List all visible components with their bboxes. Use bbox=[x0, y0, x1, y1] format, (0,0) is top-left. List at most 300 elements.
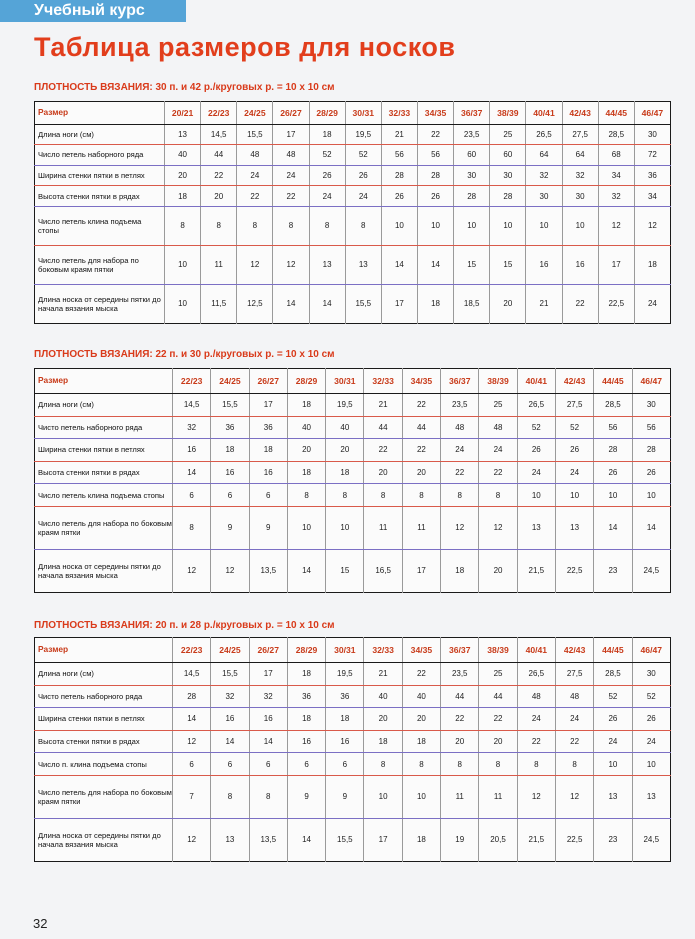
table-cell: 19 bbox=[441, 818, 479, 861]
table-cell: 27,5 bbox=[562, 124, 598, 145]
table-row bbox=[35, 124, 671, 145]
table-cell: 22 bbox=[364, 439, 402, 462]
table-cell: 22 bbox=[201, 165, 237, 186]
row-label: Высота стенки пятки в рядах bbox=[35, 186, 165, 207]
table-cell: 17 bbox=[381, 284, 417, 323]
table-cell: 11 bbox=[441, 776, 479, 819]
table-cell: 10 bbox=[632, 753, 670, 776]
table-row bbox=[35, 165, 671, 186]
size-header-label: Размер bbox=[35, 369, 173, 394]
table-cell: 28 bbox=[173, 685, 211, 708]
size-header-cell: 40/41 bbox=[517, 369, 555, 394]
table-1-density-label: ПЛОТНОСТЬ ВЯЗАНИЯ: 30 п. и 42 р./круговых р. = 10 х 10 см bbox=[34, 82, 335, 93]
table-cell: 20 bbox=[165, 165, 201, 186]
table-cell: 11 bbox=[402, 507, 440, 550]
table-cell: 10 bbox=[287, 507, 325, 550]
table-cell: 32 bbox=[526, 165, 562, 186]
table-cell: 26,5 bbox=[517, 662, 555, 685]
table-cell: 16 bbox=[287, 730, 325, 753]
table-cell: 8 bbox=[309, 206, 345, 245]
table-cell: 10 bbox=[490, 206, 526, 245]
table-cell: 14,5 bbox=[173, 393, 211, 416]
row-label: Высота стенки пятки в рядах bbox=[35, 730, 173, 753]
table-cell: 52 bbox=[594, 685, 632, 708]
table-cell: 32 bbox=[173, 416, 211, 439]
table-cell: 32 bbox=[562, 165, 598, 186]
table-cell: 18 bbox=[287, 461, 325, 484]
size-header-cell: 26/27 bbox=[249, 369, 287, 394]
table-cell: 18 bbox=[364, 730, 402, 753]
table-cell: 12 bbox=[211, 549, 249, 592]
table-cell: 34 bbox=[634, 186, 670, 207]
table-cell: 36 bbox=[287, 685, 325, 708]
table-cell: 13,5 bbox=[249, 818, 287, 861]
table-cell: 10 bbox=[562, 206, 598, 245]
table-cell: 14 bbox=[173, 708, 211, 731]
table-cell: 16 bbox=[562, 245, 598, 284]
table-cell: 52 bbox=[555, 416, 593, 439]
table-cell: 22 bbox=[555, 730, 593, 753]
table-cell: 19,5 bbox=[345, 124, 381, 145]
table-cell: 10 bbox=[364, 776, 402, 819]
table-cell: 22,5 bbox=[598, 284, 634, 323]
table-cell: 13 bbox=[555, 507, 593, 550]
table-cell: 6 bbox=[249, 484, 287, 507]
table-cell: 44 bbox=[364, 416, 402, 439]
table-cell: 56 bbox=[594, 416, 632, 439]
table-cell: 12 bbox=[598, 206, 634, 245]
table-cell: 26 bbox=[632, 708, 670, 731]
table-cell: 26 bbox=[345, 165, 381, 186]
table-cell: 32 bbox=[598, 186, 634, 207]
table-cell: 20 bbox=[402, 708, 440, 731]
table-cell: 44 bbox=[479, 685, 517, 708]
table-cell: 28 bbox=[490, 186, 526, 207]
table-cell: 6 bbox=[326, 753, 364, 776]
row-label: Ширина стенки пятки в петлях bbox=[35, 439, 173, 462]
table-cell: 10 bbox=[381, 206, 417, 245]
table-cell: 26,5 bbox=[517, 393, 555, 416]
table-cell: 28,5 bbox=[594, 393, 632, 416]
table-cell: 11 bbox=[364, 507, 402, 550]
table-cell: 48 bbox=[555, 685, 593, 708]
table-cell: 30 bbox=[634, 124, 670, 145]
size-header-cell: 46/47 bbox=[634, 102, 670, 125]
size-header-cell: 32/33 bbox=[381, 102, 417, 125]
size-header-cell: 40/41 bbox=[526, 102, 562, 125]
table-cell: 24 bbox=[273, 165, 309, 186]
table-cell: 40 bbox=[364, 685, 402, 708]
table-cell: 24,5 bbox=[632, 818, 670, 861]
row-label: Число петель клина подъема стопы bbox=[35, 206, 165, 245]
table-cell: 25 bbox=[490, 124, 526, 145]
table-cell: 6 bbox=[211, 484, 249, 507]
table-cell: 44 bbox=[201, 145, 237, 166]
table-cell: 9 bbox=[211, 507, 249, 550]
table-cell: 10 bbox=[517, 484, 555, 507]
row-label: Число петель для набора по боковым краям пятки bbox=[35, 507, 173, 550]
table-cell: 10 bbox=[594, 753, 632, 776]
table-cell: 21 bbox=[381, 124, 417, 145]
size-header-cell: 38/39 bbox=[490, 102, 526, 125]
size-header-cell: 20/21 bbox=[165, 102, 201, 125]
row-label: Чисто петель наборного ряда bbox=[35, 416, 173, 439]
table-cell: 44 bbox=[441, 685, 479, 708]
table-cell: 24 bbox=[309, 186, 345, 207]
table-cell: 8 bbox=[364, 753, 402, 776]
table-cell: 26,5 bbox=[526, 124, 562, 145]
table-row bbox=[35, 439, 671, 462]
table-cell: 9 bbox=[287, 776, 325, 819]
table-cell: 26 bbox=[632, 461, 670, 484]
table-cell: 11 bbox=[479, 776, 517, 819]
table-cell: 20 bbox=[364, 708, 402, 731]
table-cell: 12 bbox=[517, 776, 555, 819]
table-cell: 18 bbox=[417, 284, 453, 323]
table-cell: 8 bbox=[555, 753, 593, 776]
table-cell: 15 bbox=[454, 245, 490, 284]
table-cell: 16 bbox=[526, 245, 562, 284]
size-header-cell: 22/23 bbox=[173, 638, 211, 663]
table-3-density-label: ПЛОТНОСТЬ ВЯЗАНИЯ: 20 п. и 28 р./круговых р. = 10 х 10 см bbox=[34, 620, 335, 631]
table-cell: 22 bbox=[402, 662, 440, 685]
table-row bbox=[35, 284, 671, 323]
table-cell: 21 bbox=[526, 284, 562, 323]
size-header-cell: 24/25 bbox=[211, 369, 249, 394]
table-cell: 30 bbox=[562, 186, 598, 207]
table-cell: 16 bbox=[249, 708, 287, 731]
table-cell: 56 bbox=[417, 145, 453, 166]
size-header-cell: 36/37 bbox=[441, 369, 479, 394]
table-cell: 30 bbox=[454, 165, 490, 186]
table-cell: 23,5 bbox=[441, 393, 479, 416]
table-cell: 72 bbox=[634, 145, 670, 166]
table-cell: 24 bbox=[345, 186, 381, 207]
size-header-cell: 38/39 bbox=[479, 369, 517, 394]
table-cell: 10 bbox=[402, 776, 440, 819]
table-cell: 52 bbox=[517, 416, 555, 439]
table-cell: 36 bbox=[211, 416, 249, 439]
table-cell: 14,5 bbox=[201, 124, 237, 145]
table-cell: 8 bbox=[165, 206, 201, 245]
table-cell: 14 bbox=[309, 284, 345, 323]
size-header-cell: 22/23 bbox=[173, 369, 211, 394]
table-row bbox=[35, 393, 671, 416]
table-cell: 8 bbox=[479, 484, 517, 507]
size-header-cell: 22/23 bbox=[201, 102, 237, 125]
table-cell: 28,5 bbox=[598, 124, 634, 145]
size-header-cell: 26/27 bbox=[273, 102, 309, 125]
row-label: Число п. клина подъема стопы bbox=[35, 753, 173, 776]
table-cell: 32 bbox=[249, 685, 287, 708]
row-label: Ширина стенки пятки в петлях bbox=[35, 708, 173, 731]
table-cell: 13 bbox=[632, 776, 670, 819]
table-row bbox=[35, 416, 671, 439]
table-cell: 27,5 bbox=[555, 662, 593, 685]
table-cell: 23 bbox=[594, 818, 632, 861]
table-cell: 14 bbox=[381, 245, 417, 284]
course-tag: Учебный курс bbox=[0, 0, 186, 22]
table-cell: 13 bbox=[345, 245, 381, 284]
table-cell: 24 bbox=[517, 708, 555, 731]
size-header-label: Размер bbox=[35, 638, 173, 663]
table-row bbox=[35, 730, 671, 753]
table-cell: 22 bbox=[273, 186, 309, 207]
table-cell: 6 bbox=[287, 753, 325, 776]
table-cell: 64 bbox=[562, 145, 598, 166]
row-label: Число петель клина подъема стопы bbox=[35, 484, 173, 507]
table-cell: 48 bbox=[517, 685, 555, 708]
table-cell: 30 bbox=[526, 186, 562, 207]
table-cell: 12 bbox=[634, 206, 670, 245]
table-cell: 6 bbox=[249, 753, 287, 776]
table-cell: 18 bbox=[326, 461, 364, 484]
table-cell: 20 bbox=[364, 461, 402, 484]
table-cell: 20 bbox=[479, 730, 517, 753]
table-cell: 22 bbox=[417, 124, 453, 145]
table-cell: 16 bbox=[211, 708, 249, 731]
table-cell: 12 bbox=[273, 245, 309, 284]
row-label: Длина ноги (см) bbox=[35, 393, 173, 416]
table-cell: 14 bbox=[249, 730, 287, 753]
table-cell: 48 bbox=[273, 145, 309, 166]
table-cell: 8 bbox=[201, 206, 237, 245]
table-cell: 17 bbox=[364, 818, 402, 861]
table-cell: 8 bbox=[211, 776, 249, 819]
table-cell: 10 bbox=[165, 284, 201, 323]
row-label: Чисто петель наборного ряда bbox=[35, 685, 173, 708]
table-cell: 56 bbox=[632, 416, 670, 439]
size-header-cell: 34/35 bbox=[417, 102, 453, 125]
table-cell: 18 bbox=[402, 818, 440, 861]
table-cell: 15,5 bbox=[237, 124, 273, 145]
table-cell: 8 bbox=[326, 484, 364, 507]
table-cell: 64 bbox=[526, 145, 562, 166]
table-cell: 24 bbox=[555, 708, 593, 731]
table-cell: 23,5 bbox=[441, 662, 479, 685]
table-cell: 9 bbox=[249, 507, 287, 550]
table-cell: 22 bbox=[237, 186, 273, 207]
table-cell: 16 bbox=[249, 461, 287, 484]
table-row bbox=[35, 708, 671, 731]
table-cell: 52 bbox=[632, 685, 670, 708]
table-cell: 20 bbox=[326, 439, 364, 462]
row-label: Высота стенки пятки в рядах bbox=[35, 461, 173, 484]
size-header-cell: 32/33 bbox=[364, 369, 402, 394]
table-cell: 10 bbox=[555, 484, 593, 507]
table-cell: 19,5 bbox=[326, 662, 364, 685]
table-cell: 24 bbox=[517, 461, 555, 484]
size-header-cell: 42/43 bbox=[562, 102, 598, 125]
table-cell: 48 bbox=[441, 416, 479, 439]
table-cell: 68 bbox=[598, 145, 634, 166]
table-cell: 17 bbox=[598, 245, 634, 284]
table-cell: 18 bbox=[441, 549, 479, 592]
size-header-cell: 42/43 bbox=[555, 369, 593, 394]
table-cell: 13 bbox=[165, 124, 201, 145]
table-cell: 23,5 bbox=[454, 124, 490, 145]
table-cell: 22 bbox=[479, 461, 517, 484]
table-cell: 12 bbox=[173, 730, 211, 753]
table-cell: 23 bbox=[594, 549, 632, 592]
size-header-cell: 44/45 bbox=[594, 369, 632, 394]
row-label: Число петель для набора по боковым краям пятки bbox=[35, 245, 165, 284]
table-cell: 18 bbox=[634, 245, 670, 284]
table-2-density-label: ПЛОТНОСТЬ ВЯЗАНИЯ: 22 п. и 30 р./круговых р. = 10 х 10 см bbox=[34, 349, 335, 360]
table-cell: 14,5 bbox=[173, 662, 211, 685]
table-cell: 14 bbox=[632, 507, 670, 550]
table-cell: 7 bbox=[173, 776, 211, 819]
table-cell: 20 bbox=[402, 461, 440, 484]
size-header-cell: 40/41 bbox=[517, 638, 555, 663]
size-header-cell: 30/31 bbox=[326, 369, 364, 394]
table-cell: 18 bbox=[211, 439, 249, 462]
table-cell: 22,5 bbox=[555, 549, 593, 592]
table-cell: 13 bbox=[211, 818, 249, 861]
table-cell: 18 bbox=[287, 662, 325, 685]
table-cell: 24 bbox=[594, 730, 632, 753]
row-label: Число петель наборного ряда bbox=[35, 145, 165, 166]
table-cell: 8 bbox=[441, 753, 479, 776]
table-cell: 8 bbox=[237, 206, 273, 245]
table-cell: 21,5 bbox=[517, 818, 555, 861]
table-cell: 19,5 bbox=[326, 393, 364, 416]
table-cell: 10 bbox=[594, 484, 632, 507]
table-cell: 26 bbox=[381, 186, 417, 207]
table-cell: 22 bbox=[562, 284, 598, 323]
table-cell: 24 bbox=[632, 730, 670, 753]
size-header-cell: 46/47 bbox=[632, 369, 670, 394]
table-cell: 8 bbox=[249, 776, 287, 819]
table-cell: 18 bbox=[287, 708, 325, 731]
table-cell: 22 bbox=[402, 393, 440, 416]
table-cell: 8 bbox=[273, 206, 309, 245]
size-header-cell: 44/45 bbox=[598, 102, 634, 125]
table-row bbox=[35, 245, 671, 284]
table-cell: 13 bbox=[594, 776, 632, 819]
size-header-cell: 42/43 bbox=[555, 638, 593, 663]
table-row bbox=[35, 685, 671, 708]
table-cell: 13,5 bbox=[249, 549, 287, 592]
size-header-cell: 30/31 bbox=[345, 102, 381, 125]
table-cell: 26 bbox=[555, 439, 593, 462]
table-cell: 24 bbox=[479, 439, 517, 462]
size-header-cell: 28/29 bbox=[309, 102, 345, 125]
table-cell: 16 bbox=[211, 461, 249, 484]
row-label: Длина носка от середины пятки до начала вязания мыска bbox=[38, 294, 161, 313]
table-cell: 14 bbox=[211, 730, 249, 753]
table-cell: 8 bbox=[517, 753, 555, 776]
table-cell: 40 bbox=[165, 145, 201, 166]
table-cell: 52 bbox=[309, 145, 345, 166]
table-cell: 15,5 bbox=[211, 662, 249, 685]
table-cell: 22 bbox=[517, 730, 555, 753]
table-cell: 8 bbox=[479, 753, 517, 776]
table-cell: 10 bbox=[326, 507, 364, 550]
row-label: Длина ноги (см) bbox=[35, 124, 165, 145]
page-title: Таблица размеров для носков bbox=[34, 32, 456, 62]
table-cell: 40 bbox=[402, 685, 440, 708]
table-cell: 18 bbox=[287, 393, 325, 416]
size-header-row bbox=[35, 369, 671, 394]
table-cell: 12 bbox=[441, 507, 479, 550]
page-number: 32 bbox=[33, 916, 48, 931]
table-cell: 14 bbox=[594, 507, 632, 550]
table-cell: 18 bbox=[165, 186, 201, 207]
table-cell: 16 bbox=[173, 439, 211, 462]
table-cell: 20 bbox=[287, 439, 325, 462]
table-cell: 20,5 bbox=[479, 818, 517, 861]
table-cell: 30 bbox=[490, 165, 526, 186]
table-cell: 36 bbox=[634, 165, 670, 186]
table-cell: 22 bbox=[402, 439, 440, 462]
table-cell: 10 bbox=[526, 206, 562, 245]
size-header-cell: 24/25 bbox=[237, 102, 273, 125]
table-cell: 25 bbox=[479, 662, 517, 685]
table-cell: 21 bbox=[364, 393, 402, 416]
size-header-cell: 28/29 bbox=[287, 369, 325, 394]
size-table-3 bbox=[34, 637, 671, 862]
table-cell: 22,5 bbox=[555, 818, 593, 861]
table-cell: 22 bbox=[479, 708, 517, 731]
table-row bbox=[35, 776, 671, 819]
table-cell: 36 bbox=[326, 685, 364, 708]
size-header-cell: 44/45 bbox=[594, 638, 632, 663]
size-header-cell: 30/31 bbox=[326, 638, 364, 663]
table-cell: 9 bbox=[326, 776, 364, 819]
size-header-cell: 38/39 bbox=[479, 638, 517, 663]
table-cell: 12 bbox=[173, 549, 211, 592]
table-cell: 14 bbox=[417, 245, 453, 284]
table-cell: 15 bbox=[490, 245, 526, 284]
row-label: Длина носка от середины пятки до начала вязания мыска bbox=[38, 561, 161, 580]
table-cell: 20 bbox=[490, 284, 526, 323]
table-cell: 10 bbox=[632, 484, 670, 507]
table-cell: 24 bbox=[237, 165, 273, 186]
table-row bbox=[35, 507, 671, 550]
table-cell: 26 bbox=[594, 708, 632, 731]
table-cell: 34 bbox=[598, 165, 634, 186]
table-cell: 48 bbox=[479, 416, 517, 439]
table-cell: 13 bbox=[309, 245, 345, 284]
table-cell: 20 bbox=[479, 549, 517, 592]
table-cell: 36 bbox=[249, 416, 287, 439]
size-header-row bbox=[35, 638, 671, 663]
table-cell: 12 bbox=[173, 818, 211, 861]
table-cell: 8 bbox=[345, 206, 381, 245]
table-cell: 25 bbox=[479, 393, 517, 416]
table-cell: 15,5 bbox=[326, 818, 364, 861]
size-header-row bbox=[35, 102, 671, 125]
table-cell: 22 bbox=[441, 708, 479, 731]
table-cell: 12 bbox=[479, 507, 517, 550]
table-cell: 60 bbox=[490, 145, 526, 166]
table-cell: 26 bbox=[517, 439, 555, 462]
table-cell: 14 bbox=[287, 549, 325, 592]
row-label: Ширина стенки пятки в петлях bbox=[35, 165, 165, 186]
table-row bbox=[35, 186, 671, 207]
size-header-cell: 36/37 bbox=[441, 638, 479, 663]
size-table-1 bbox=[34, 101, 671, 324]
table-cell: 15 bbox=[326, 549, 364, 592]
size-header-cell: 24/25 bbox=[211, 638, 249, 663]
table-row bbox=[35, 145, 671, 166]
table-cell: 24,5 bbox=[632, 549, 670, 592]
table-cell: 18 bbox=[249, 439, 287, 462]
table-row bbox=[35, 484, 671, 507]
table-cell: 17 bbox=[249, 662, 287, 685]
size-header-cell: 34/35 bbox=[402, 369, 440, 394]
